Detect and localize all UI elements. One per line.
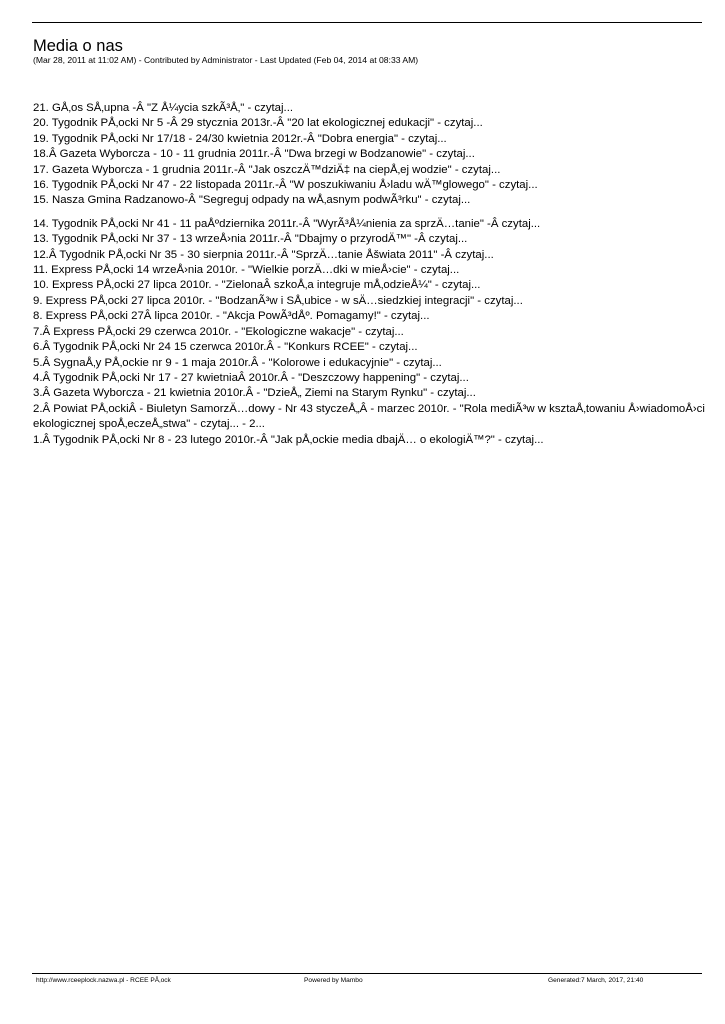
bottom-divider [32,973,702,974]
top-divider [32,22,702,23]
footer-powered-by: Powered by Mambo [304,977,363,984]
list-item: 2.Â Powiat PÅ‚ockiÂ - Biuletyn SamorzÄ…dowy - Nr 43 styczeÅ„Â - marzec 2010r. - "Rola mediÃ³w w ksztaÅ‚towaniu Å›wiadomoÅ›ci ekologicznej spoÅ‚eczeÅ„stwa" - czytaj... - 2... [33,402,705,431]
list-item: 18.Â Gazeta Wyborcza - 10 - 11 grudnia 2011r.-Â "Dwa brzegi w Bodzanowie" - czytaj... [33,148,475,161]
list-item: 16. Tygodnik PÅ‚ocki Nr 47 - 22 listopada 2011r.-Â "W poszukiwaniu Å›ladu wÄ™glowego" - czytaj... [33,179,538,192]
list-item: 9. Express PÅ‚ocki 27 lipca 2010r. - "BodzanÃ³w i SÅ‚ubice - w sÄ…siedzkiej integracji" - czytaj... [33,294,523,307]
article-meta: (Mar 28, 2011 at 11:02 AM) - Contributed by Administrator - Last Updated (Feb 04, 2014 at 08:33 AM) [33,55,419,65]
list-item: 4.Â Tygodnik PÅ‚ocki Nr 17 - 27 kwietniaÂ 2010r.Â - "Deszczowy happening" - czytaj... [33,371,469,384]
footer-site-url: http://www.rceeplock.nazwa.pl - RCEE PÅ‚ock [36,977,171,984]
list-item: 13. Tygodnik PÅ‚ocki Nr 37 - 13 wrzeÅ›nia 2011r.-Â "Dbajmy o przyrodÄ™" -Â czytaj... [33,233,468,246]
list-item: 6.Â Tygodnik PÅ‚ocki Nr 24 15 czerwca 2010r.Â - "Konkurs RCEE" - czytaj... [33,341,418,354]
list-item: 14. Tygodnik PÅ‚ocki Nr 41 - 11 paÅºdziernika 2011r.-Â "WyrÃ³Å¼nienia za sprzÄ…tanie" -Â czytaj... [33,217,541,230]
list-item: 7.Â Express PÅ‚ocki 29 czerwca 2010r. - "Ekologiczne wakacje" - czytaj... [33,325,404,338]
article-list [33,101,725,448]
page-title: Media o nas [33,37,123,55]
list-item: 21. GÅ‚os SÅ‚upna -Â "Z Å¼ycia szkÃ³Å‚" - czytaj... [33,102,294,114]
list-item: 10. Express PÅ‚ocki 27 lipca 2010r. - "ZielonaÂ szkoÅ‚a integruje mÅ‚odzieÅ¼" - czytaj... [33,279,481,292]
list-item: 12.Â Tygodnik PÅ‚ocki Nr 35 - 30 sierpnia 2011r.-Â "SprzÄ…tanie Åšwiata 2011" -Â czytaj... [33,248,494,261]
list-item: 8. Express PÅ‚ocki 27Â lipca 2010r. - "Akcja PowÃ³dÅº. Pomagamy!" - czytaj... [33,310,430,323]
list-item: 1.Â Tygodnik PÅ‚ocki Nr 8 - 23 lutego 2010r.-Â "Jak pÅ‚ockie media dbajÄ… o ekologiÄ™?" - czytaj... [33,433,544,446]
footer-generated-date: Generated:7 March, 2017, 21:40 [548,977,644,984]
list-item: 19. Tygodnik PÅ‚ocki Nr 17/18 - 24/30 kwietnia 2012r.-Â "Dobra energia" - czytaj... [33,132,447,145]
list-item: 15. Nasza Gmina Radzanowo-Â "Segreguj odpady na wÅ‚asnym podwÃ³rku" - czytaj... [33,194,471,207]
list-item: 3.Â Gazeta Wyborcza - 21 kwietnia 2010r.Â - "DzieÅ„ Ziemi na Starym Rynku" - czytaj... [33,387,476,400]
list-item: 17. Gazeta Wyborcza - 1 grudnia 2011r.-Â "Jak oszczÄ™dziÄ‡ na ciepÅ‚ej wodzie" - czytaj... [33,163,501,176]
list-item: 20. Tygodnik PÅ‚ocki Nr 5 -Â 29 stycznia 2013r.-Â "20 lat ekologicznej edukacji" - czytaj... [33,117,483,130]
list-item: 5.Â SygnaÅ‚y PÅ‚ockie nr 9 - 1 maja 2010r.Â - "Kolorowe i edukacyjnie" - czytaj... [33,356,442,369]
group-spacer [33,209,725,217]
list-item: 11. Express PÅ‚ocki 14 wrzeÅ›nia 2010r. - "Wielkie porzÄ…dki w mieÅ›cie" - czytaj... [33,264,460,277]
